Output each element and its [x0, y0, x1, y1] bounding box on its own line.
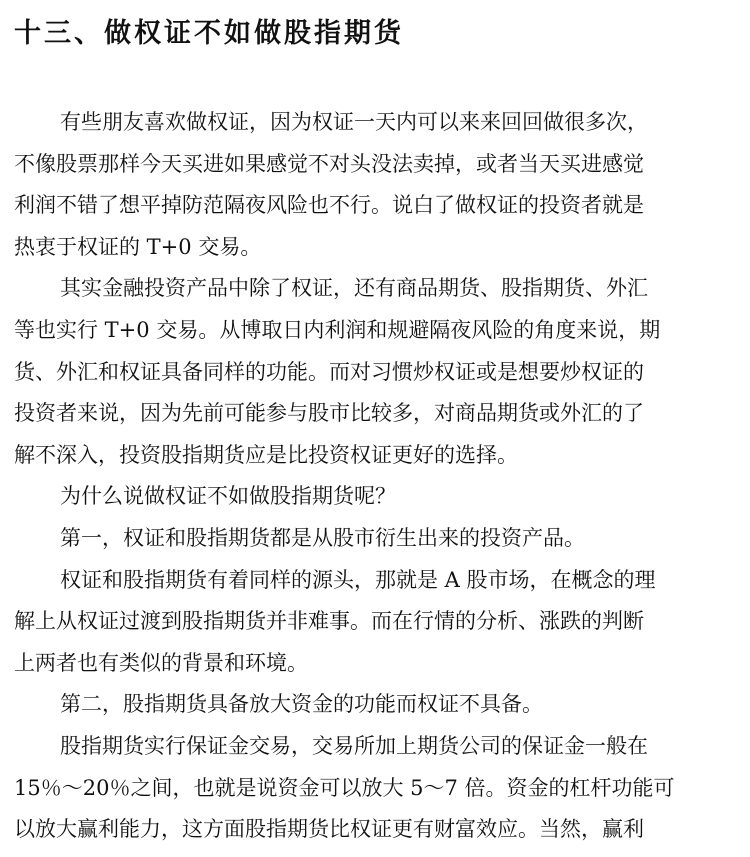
text-line: 投资者来说，因为先前可能参与股市比较多，对商品期货或外汇的了: [14, 401, 644, 426]
text-line: 货、外汇和权证具备同样的功能。而对习惯炒权证或是想要炒权证的: [14, 359, 644, 384]
text-line: 其实金融投资产品中除了权证，还有商品期货、股指期货、外汇: [60, 276, 648, 301]
text-line: 不像股票那样今天买进如果感觉不对头没法卖掉，或者当天买进感觉: [14, 151, 644, 176]
text-line: 解不深入，投资股指期货应是比投资权证更好的选择。: [14, 442, 518, 467]
text-line: 有些朋友喜欢做权证，因为权证一天内可以来来回回做很多次，: [60, 110, 648, 134]
text-line: 解上从权证过渡到股指期货并非难事。而在行情的分析、涨跌的判断: [14, 609, 644, 634]
body-text: [14, 102, 726, 851]
text-line: 热衷于权证的 T+0 交易。: [14, 234, 262, 259]
text-line: 等也实行 T+0 交易。从博取日内利润和规避隔夜风险的角度来说，期: [14, 317, 661, 342]
text-line: 第二，股指期货具备放大资金的功能而权证不具备。: [60, 692, 543, 717]
text-line: 权证和股指期货有着同样的源头，那就是 A 股市场，在概念的理: [60, 567, 656, 592]
text-line: 股指期货实行保证金交易，交易所加上期货公司的保证金一般在: [60, 733, 648, 758]
text-line: 以放大赢利能力，这方面股指期货比权证更有财富效应。当然，赢利: [14, 817, 644, 842]
section-heading: 十三、做权证不如做股指期货: [14, 18, 404, 49]
text-line: 第一，权证和股指期货都是从股市衍生出来的投资产品。: [60, 525, 585, 550]
text-line: 15％～20％之间，也就是说资金可以放大 5～7 倍。资金的杠杆功能可: [14, 775, 675, 800]
text-line: 上两者也有类似的背景和环境。: [14, 650, 308, 675]
text-line: 利润不错了想平掉防范隔夜风险也不行。说白了做权证的投资者就是: [14, 193, 644, 218]
text-line: 为什么说做权证不如做股指期货呢？: [60, 484, 396, 509]
